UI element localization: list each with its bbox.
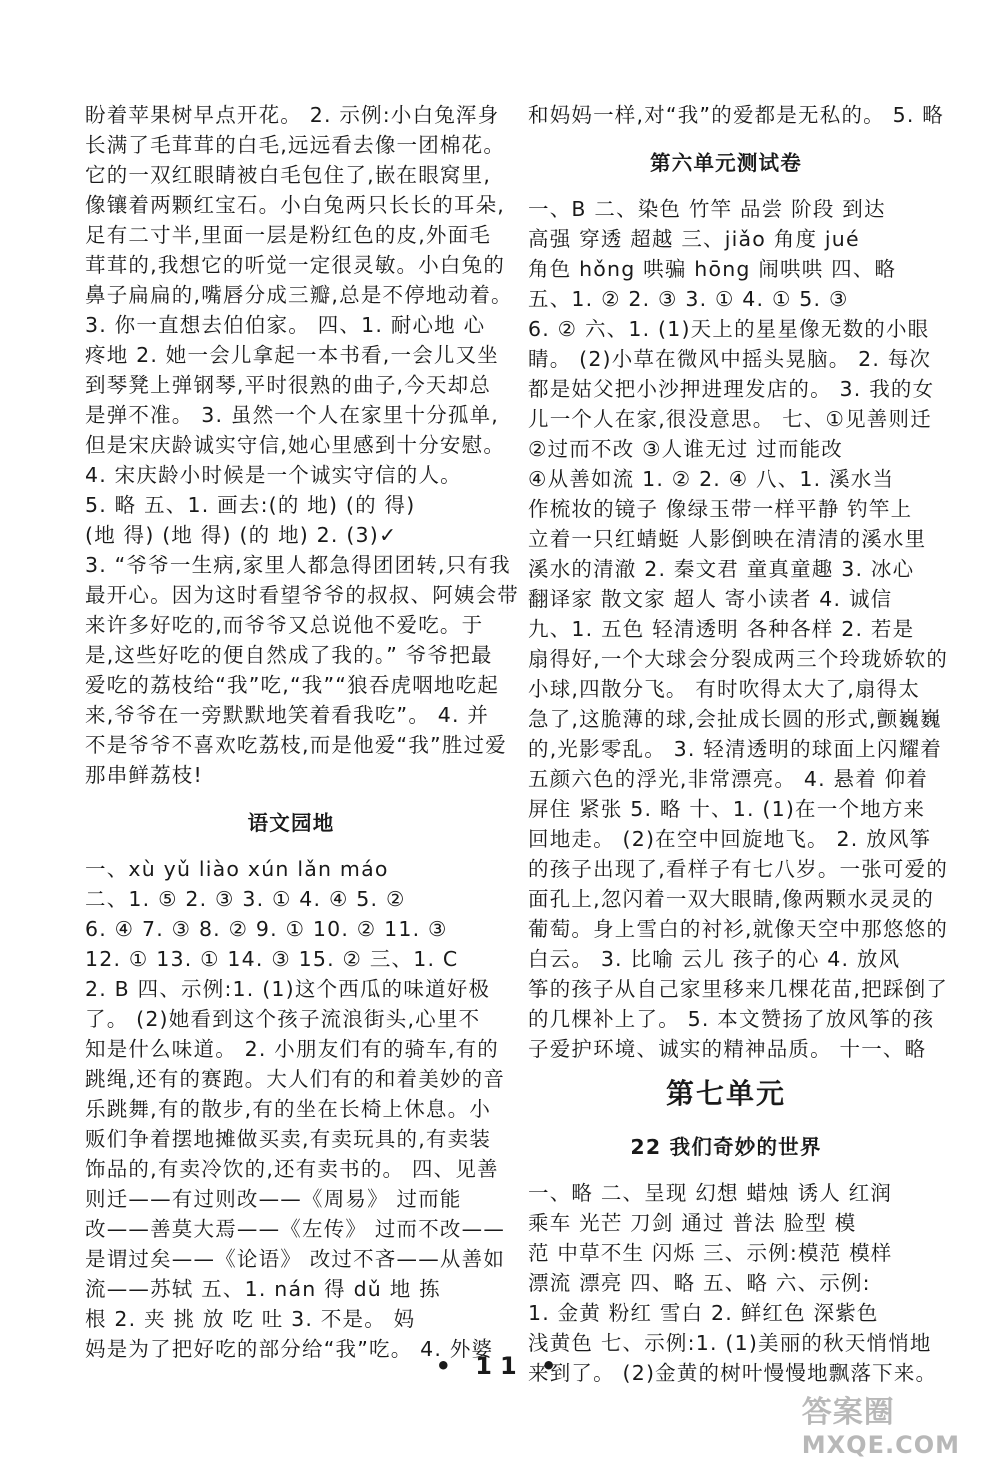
text-line: 浅黄色 七、示例:1. (1)美丽的秋天悄悄地	[528, 1331, 932, 1355]
text-line: 五、1. ② 2. ③ 3. ① 4. ① 5. ③	[528, 287, 849, 311]
text-line: 和妈妈一样,对“我”的爱都是无私的。 5. 略	[528, 103, 944, 127]
watermark-url: MXQE.COM	[801, 1431, 960, 1459]
text-line: 盼着苹果树早点开花。 2. 示例:小白兔浑身	[85, 103, 500, 127]
watermark-text: 答案圈	[801, 1395, 895, 1430]
left-column	[85, 100, 519, 1364]
text-line: 二、1. ⑤ 2. ③ 3. ① 4. ④ 5. ②	[85, 887, 406, 911]
section-heading-unit6-test: 第六单元测试卷	[650, 151, 802, 175]
text-line: 一、B 二、染色 竹竿 品尝 阶段 到达	[528, 197, 886, 221]
text-line: 6. ② 六、1. (1)天上的星星像无数的小眼	[528, 317, 930, 341]
text-line: 儿一个人在家,很没意思。 七、①见善则迁	[528, 407, 932, 431]
text-line: 12. ① 13. ① 14. ③ 15. ② 三、1. C	[85, 947, 459, 971]
text-line: 3. 你一直想去伯伯家。 四、1. 耐心地 心	[85, 313, 486, 337]
text-line: 筝的孩子从自己家里移来几棵花苗,把踩倒了	[528, 977, 949, 1001]
text-line: 乐跳舞,有的散步,有的坐在长椅上休息。小	[85, 1097, 492, 1121]
text-line: 来到了。 (2)金黄的树叶慢慢地飘落下来。	[528, 1361, 938, 1385]
watermark-logo	[802, 1387, 960, 1459]
text-line: 疼地 2. 她一会儿拿起一本书看,一会儿又坐	[85, 343, 500, 367]
text-line: 长满了毛茸茸的白毛,远远看去像一团棉花。	[85, 133, 506, 157]
text-line: 高强 穿透 超越 三、jiǎo 角度 jué	[528, 227, 860, 251]
text-line: 范 中草不生 闪烁 三、示例:模范 模样	[528, 1241, 893, 1265]
text-line: 4. 宋庆龄小时候是一个诚实守信的人。	[85, 463, 462, 487]
text-line: 爱吃的荔枝给“我”吃,“我”“狼吞虎咽地吃起	[85, 673, 500, 697]
text-line: 来许多好吃的,而爷爷又总说他不爱吃。于	[85, 613, 484, 637]
text-line: 跳绳,还有的赛跑。大人们有的和着美妙的音	[85, 1067, 506, 1091]
text-line: 一、略 二、呈现 幻想 蜡烛 诱人 红润	[528, 1181, 893, 1205]
text-line: 像镶着两颗红宝石。小白兔两只长长的耳朵,	[85, 193, 506, 217]
text-line: 改——善莫大焉——《左传》 过而不改——	[85, 1217, 506, 1241]
text-line: 角色 hǒng 哄骗 hōng 闹哄哄 四、略	[528, 257, 897, 281]
text-line: 屏住 紧张 5. 略 十、1. (1)在一个地方来	[528, 797, 926, 821]
section-heading-yuwen-yuandi: 语文园地	[247, 811, 335, 835]
text-line: 子爱护环境、诚实的精神品质。 十一、略	[528, 1037, 927, 1061]
text-line: 3. “爷爷一生病,家里人都急得团团转,只有我	[85, 553, 511, 577]
text-line: 5. 略 五、1. 画去:(的 地) (的 得)	[85, 493, 416, 517]
text-line: 但是宋庆龄诚实守信,她心里感到十分安慰。	[85, 433, 506, 457]
text-line: 的,光影零乱。 3. 轻清透明的球面上闪耀着	[528, 737, 943, 761]
text-line: 作梳妆的镜子 像绿玉带一样平静 钓竿上	[528, 497, 913, 521]
text-line: 面孔上,忽闪着一双大眼睛,像两颗水灵灵的	[528, 887, 935, 911]
page-number: • 11 •	[435, 1352, 565, 1380]
text-line: 翻译家 散文家 超人 寄小读者 4. 诚信	[528, 587, 893, 611]
text-line: 白云。 3. 比喻 云儿 孩子的心 4. 放风	[528, 947, 901, 971]
text-line: 小球,四散分飞。 有时吹得太大了,扇得太	[528, 677, 921, 701]
right-text-block-1	[528, 100, 944, 130]
text-line: 漂流 漂亮 四、略 五、略 六、示例:	[528, 1271, 871, 1295]
text-line: 五颜六色的浮光,非常漂亮。 4. 悬着 仰着	[528, 767, 929, 791]
text-line: 鼻子扁扁的,嘴唇分成三瓣,总是不停地动着。	[85, 283, 513, 307]
left-text-block-2	[85, 854, 506, 1364]
text-line: (地 得) (地 得) (的 地) 2. (3)✓	[85, 523, 398, 547]
right-text-block-2	[528, 194, 949, 1064]
right-column	[528, 100, 949, 1388]
text-line: 最开心。因为这时看望爷爷的叔叔、阿姨会带	[85, 583, 519, 607]
text-line: 的孩子出现了,看样子有七八岁。一张可爱的	[528, 857, 949, 881]
text-line: 贩们争着摆地摊做买卖,有卖玩具的,有卖装	[85, 1127, 492, 1151]
text-line: 不是爷爷不喜欢吃荔枝,而是他爱“我”胜过爱	[85, 733, 507, 757]
text-line: 都是姑父把小沙押进理发店的。 3. 我的女	[528, 377, 935, 401]
text-line: 6. ④ 7. ③ 8. ② 9. ① 10. ② 11. ③	[85, 917, 448, 941]
unit-title: 第七单元	[665, 1077, 786, 1110]
text-line: 一、xù yǔ liào xún lǎn máo	[85, 857, 389, 881]
text-line: 1. 金黄 粉红 雪白 2. 鲜红色 深紫色	[528, 1301, 879, 1325]
text-line: 扇得好,一个大球会分裂成两三个玲珑娇软的	[528, 647, 949, 671]
text-line: 是弹不准。 3. 虽然一个人在家里十分孤单,	[85, 403, 500, 427]
text-line: 立着一只红蜻蜓 人影倒映在清清的溪水里	[528, 527, 927, 551]
text-line: 是谓过矣——《论语》 改过不吝——从善如	[85, 1247, 506, 1271]
text-line: 饰品的,有卖冷饮的,还有卖书的。 四、见善	[85, 1157, 499, 1181]
text-line: 茸茸的,我想它的听觉一定很灵敏。小白兔的	[85, 253, 506, 277]
text-line: 回地走。 (2)在空中回旋地飞。 2. 放风筝	[528, 827, 932, 851]
text-line: 了。 (2)她看到这个孩子流浪街头,心里不	[85, 1007, 481, 1031]
text-line: 的几棵补上了。 5. 本文赞扬了放风筝的孩	[528, 1007, 935, 1031]
lesson-heading: 22 我们奇妙的世界	[630, 1135, 822, 1159]
text-line: ④从善如流 1. ② 2. ④ 八、1. 溪水当	[528, 467, 895, 491]
text-line: 2. B 四、示例:1. (1)这个西瓜的味道好极	[85, 977, 491, 1001]
text-line: 根 2. 夹 挑 放 吃 吐 3. 不是。 妈	[85, 1307, 416, 1331]
text-line: 它的一双红眼睛被白毛包住了,嵌在眼窝里,	[85, 163, 492, 187]
left-text-block-1	[85, 100, 519, 790]
text-line: 则迁——有过则改——《周易》 过而能	[85, 1187, 462, 1211]
text-line: 流——苏轼 五、1. nán 得 dǔ 地 拣	[85, 1277, 441, 1301]
text-line: 足有二寸半,里面一层是粉红色的皮,外面毛	[85, 223, 492, 247]
text-line: 那串鲜荔枝!	[85, 763, 203, 787]
text-line: 睛。 (2)小草在微风中摇头晃脑。 2. 每次	[528, 347, 932, 371]
text-line: 急了,这脆薄的球,会扯成长圆的形式,颤巍巍	[528, 707, 942, 731]
text-line: 妈是为了把好吃的部分给“我”吃。 4. 外婆	[85, 1337, 494, 1361]
text-line: ②过而不改 ③人谁无过 过而能改	[528, 437, 843, 461]
text-line: 乘车 光芒 刀剑 通过 普法 脸型 模	[528, 1211, 857, 1235]
text-line: 九、1. 五色 轻清透明 各种各样 2. 若是	[528, 617, 915, 641]
text-line: 知是什么味道。 2. 小朋友们有的骑车,有的	[85, 1037, 500, 1061]
text-line: 葡萄。身上雪白的衬衫,就像天空中那悠悠的	[528, 917, 949, 941]
text-line: 溪水的清澈 2. 秦文君 童真童趣 3. 冰心	[528, 557, 915, 581]
text-line: 到琴凳上弹钢琴,平时很熟的曲子,今天却总	[85, 373, 492, 397]
text-line: 来,爷爷在一旁默默地笑着看我吃”。 4. 并	[85, 703, 490, 727]
text-line: 是,这些好吃的便自然成了我的。” 爷爷把最	[85, 643, 493, 667]
